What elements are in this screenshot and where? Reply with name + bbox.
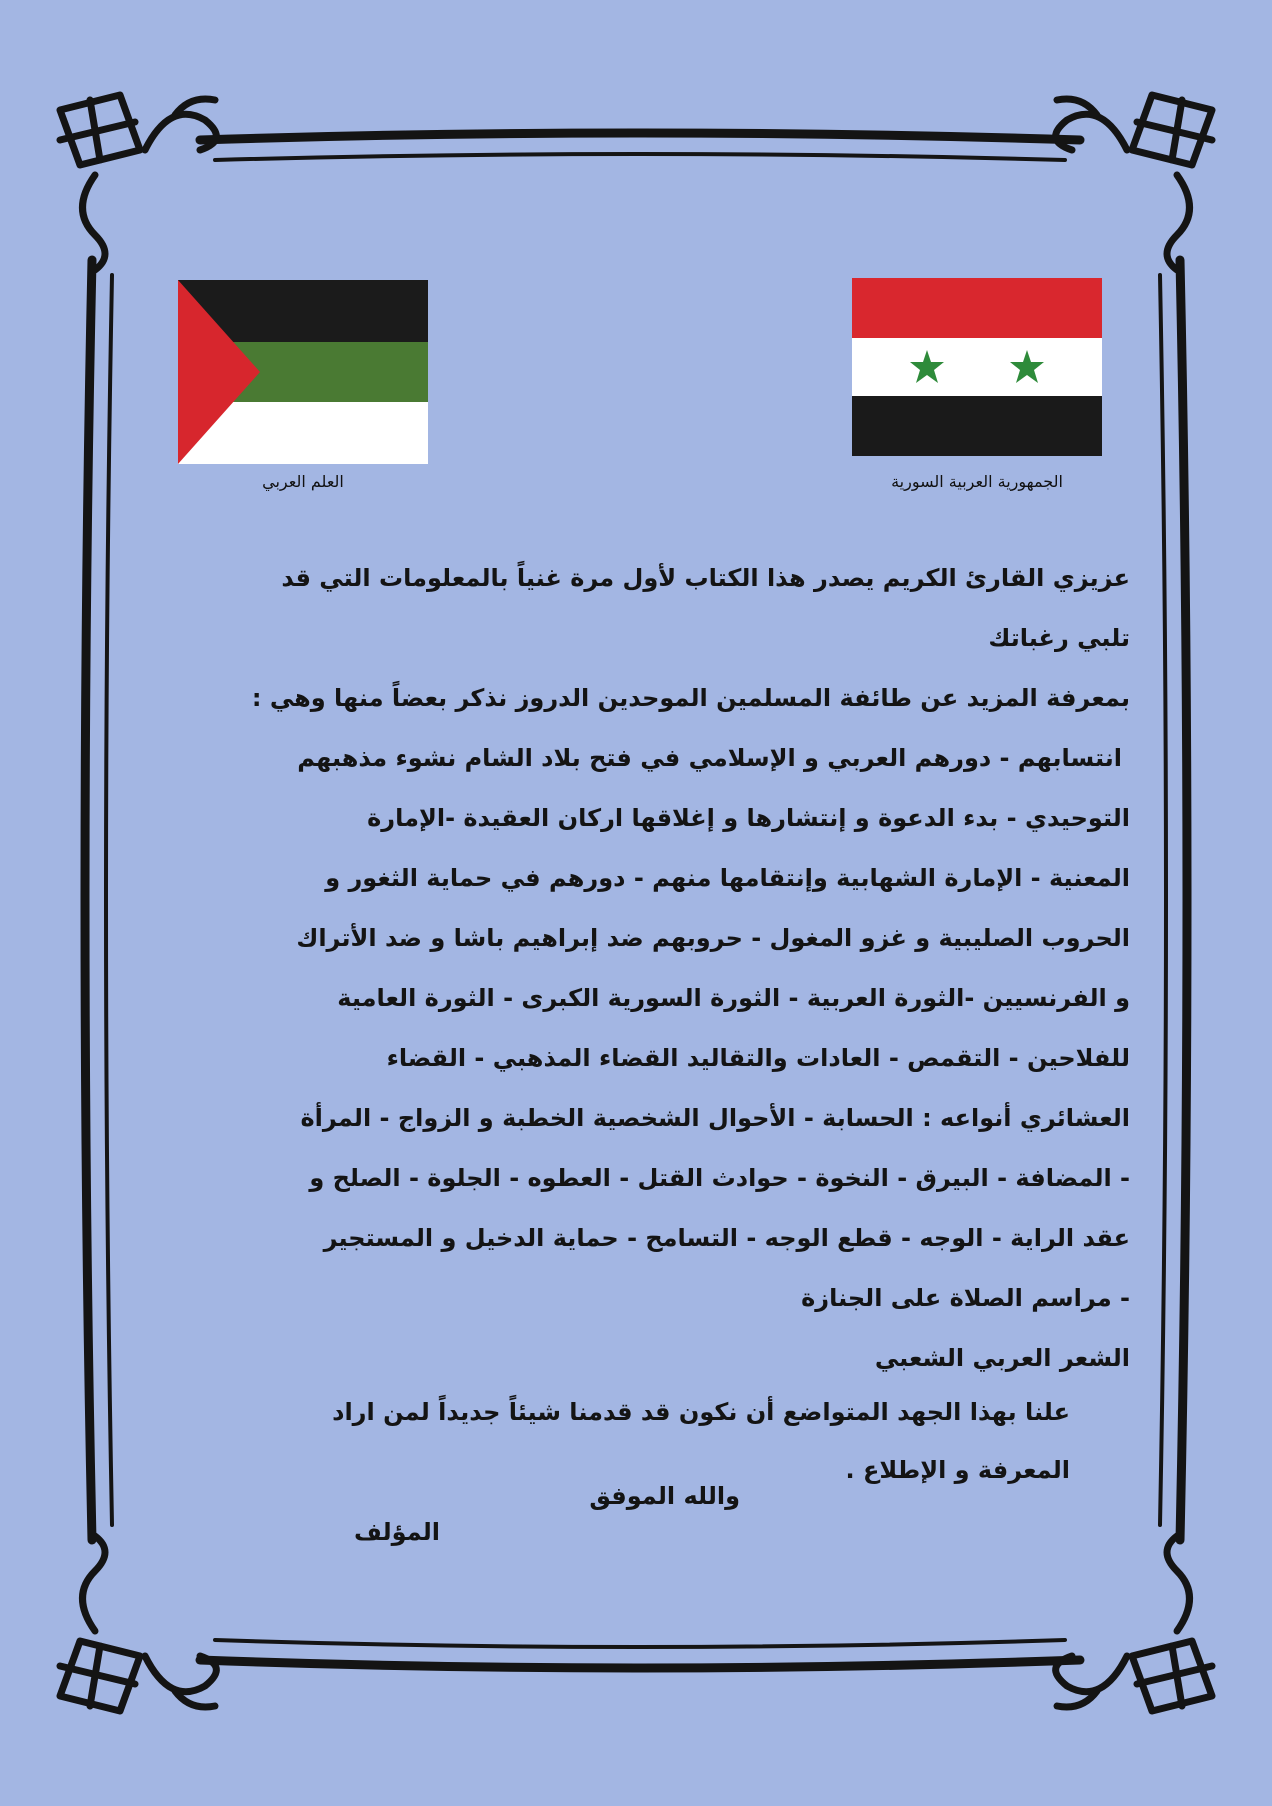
text-line: و الفرنسيين -الثورة العربية - الثورة السورية الكبرى - الثورة العامية	[337, 984, 1130, 1012]
text-line: - مراسم الصلاة على الجنازة	[801, 1284, 1130, 1312]
author-signature: المؤلف	[354, 1518, 440, 1546]
border-bottom-line	[200, 1660, 1080, 1668]
text-line: للفلاحين - التقمص - العادات والتقاليد القضاء المذهبي - القضاء	[386, 1044, 1130, 1072]
closing-line-2: المعرفة و الإطلاع .	[845, 1456, 1070, 1484]
arab-flag-caption: العلم العربي	[262, 472, 344, 491]
text-line: - المضافة - البيرق - النخوة - حوادث القتل - العطوه - الجلوة - الصلح و	[309, 1164, 1130, 1192]
corner-knot-top-right	[1056, 95, 1212, 270]
closing-line-1: علنا بهذا الجهد المتواضع أن نكون قد قدمنا شيئاً جديداً لمن اراد	[332, 1398, 1070, 1426]
blessing-text: والله الموفق	[589, 1482, 740, 1510]
text-line: تلبي رغباتك	[988, 624, 1130, 652]
text-line: المعنية - الإمارة الشهابية وإنتقامها منهم - دورهم في حماية الثغور و	[325, 864, 1130, 892]
corner-knot-bottom-right	[1056, 1536, 1212, 1711]
border-right-line	[1180, 260, 1187, 1540]
text-line: الحروب الصليبية و غزو المغول - حروبهم ضد إبراهيم باشا و ضد الأتراك	[296, 924, 1130, 952]
text-line: عقد الراية - الوجه - قطع الوجه - التسامح - حماية الدخيل و المستجير	[323, 1224, 1130, 1252]
text-line: بمعرفة المزيد عن طائفة المسلمين الموحدين الدروز نذكر بعضاً منها وهي :	[251, 684, 1130, 712]
border-left-line	[85, 260, 92, 1540]
syrian-flag-icon	[852, 278, 1102, 456]
syrian-flag-caption: الجمهورية العربية السورية	[891, 472, 1063, 491]
text-line: عزيزي القارئ الكريم يصدر هذا الكتاب لأول مرة غنياً بالمعلومات التي قد	[281, 564, 1130, 592]
text-line: انتسابهم - دورهم العربي و الإسلامي في فتح بلاد الشام نشوء مذهبهم	[297, 744, 1122, 772]
text-line: العشائري أنواعه : الحسابة - الأحوال الشخصية الخطبة و الزواج - المرأة	[300, 1104, 1130, 1132]
corner-knot-bottom-left	[60, 1536, 216, 1711]
description-text	[150, 548, 1130, 1388]
border-top-line	[200, 133, 1080, 140]
text-line: الشعر العربي الشعبي	[874, 1344, 1130, 1372]
arab-revolt-flag-icon	[178, 280, 428, 464]
corner-knot-top-left	[60, 95, 216, 270]
text-line: التوحيدي - بدء الدعوة و إنتشارها و إغلاقها اركان العقيدة -الإمارة	[367, 804, 1130, 832]
